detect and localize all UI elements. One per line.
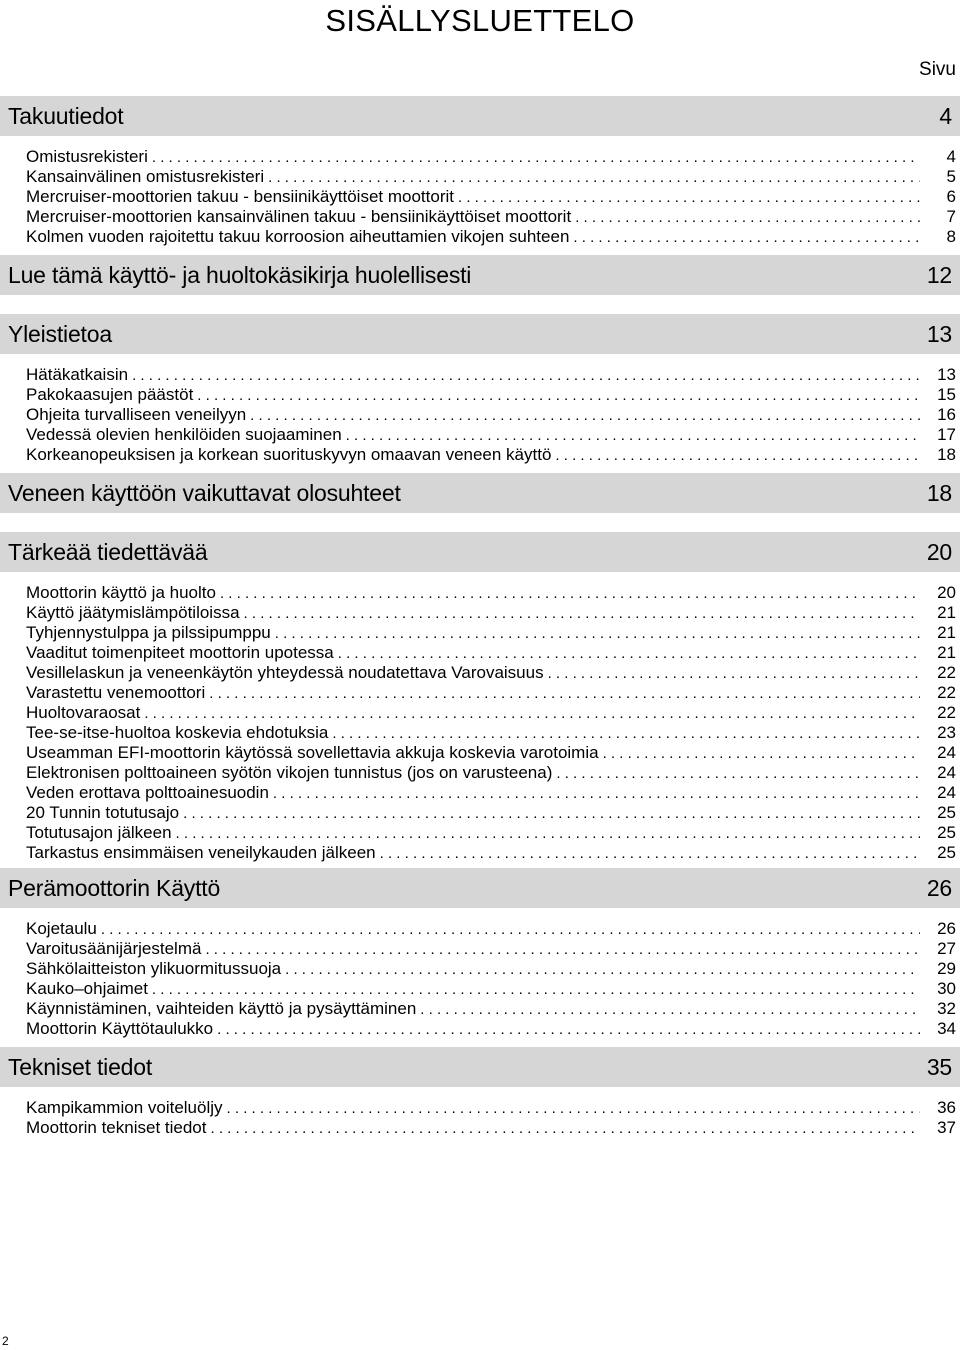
toc-entry[interactable]: [0, 823, 960, 843]
dot-leader: [285, 960, 920, 980]
entry-page-number: 30: [937, 979, 956, 998]
entry-page-number: 21: [937, 603, 956, 622]
entry-page-number: 6: [946, 187, 956, 206]
entry-label: Vesillelaskun ja veneenkäytön yhteydessä noudatettava Varovaisuus: [26, 663, 544, 682]
section-header[interactable]: [0, 1047, 960, 1087]
entry-page-number: 18: [937, 445, 956, 464]
dot-leader: [152, 980, 920, 1000]
dot-leader: [144, 704, 920, 724]
section-header[interactable]: [0, 96, 960, 136]
toc-entry[interactable]: [0, 187, 960, 207]
entry-label: Mercruiser-moottorien takuu - bensiinikäyttöiset moottorit: [26, 187, 454, 206]
page-title: SISÄLLYSLUETTELO: [325, 3, 635, 38]
entry-list: [0, 919, 960, 1039]
entry-label: Totutusajon jälkeen: [26, 823, 172, 842]
entry-list: [0, 365, 960, 465]
section-page-number: 35: [926, 1053, 952, 1080]
entry-page-number: 24: [937, 763, 956, 782]
dot-leader: [332, 724, 920, 744]
entry-label: Moottorin tekniset tiedot: [26, 1118, 207, 1137]
entry-page-number: 25: [937, 803, 956, 822]
dot-leader: [205, 940, 920, 960]
entry-label: Vaaditut toimenpiteet moottorin upotessa: [26, 643, 334, 662]
section-header[interactable]: [0, 255, 960, 295]
dot-leader: [197, 386, 920, 406]
toc-entry[interactable]: [0, 763, 960, 783]
section-title: Takuutiedot: [8, 102, 124, 129]
section-header[interactable]: [0, 473, 960, 513]
section-title: Tekniset tiedot: [8, 1053, 153, 1080]
toc-section: [0, 473, 960, 513]
entry-page-number: 16: [937, 405, 956, 424]
toc-entry[interactable]: [0, 959, 960, 979]
entry-list: [0, 147, 960, 247]
toc-entry[interactable]: [0, 147, 960, 167]
entry-label: Kolmen vuoden rajoitettu takuu korroosion aiheuttamien vikojen suhteen: [26, 227, 570, 246]
dot-leader: [250, 406, 920, 426]
section-page-number: 26: [926, 874, 952, 901]
toc-section: [0, 532, 960, 863]
toc-section: [0, 868, 960, 1039]
entry-list: [0, 1098, 960, 1138]
entry-page-number: 25: [937, 843, 956, 862]
dot-leader: [217, 1020, 920, 1040]
toc-entry[interactable]: [0, 207, 960, 227]
dot-leader: [556, 764, 920, 784]
toc-section: [0, 96, 960, 247]
page-column-label: Sivu: [919, 59, 956, 80]
toc-entry[interactable]: [0, 623, 960, 643]
entry-page-number: 24: [937, 743, 956, 762]
entry-page-number: 32: [937, 999, 956, 1018]
entry-page-number: 20: [937, 583, 956, 602]
toc-entry[interactable]: [0, 425, 960, 445]
toc-entry[interactable]: [0, 919, 960, 939]
toc-entry[interactable]: [0, 603, 960, 623]
toc-entry[interactable]: [0, 1098, 960, 1118]
toc-entry[interactable]: [0, 683, 960, 703]
toc-entry[interactable]: [0, 703, 960, 723]
entry-label: Kansainvälinen omistusrekisteri: [26, 167, 265, 186]
entry-page-number: 34: [937, 1019, 956, 1038]
entry-label: Kampikammion voiteluöljy: [26, 1098, 223, 1117]
entry-label: Pakokaasujen päästöt: [26, 385, 194, 404]
dot-leader: [458, 188, 920, 208]
dot-leader: [220, 584, 920, 604]
toc-entry[interactable]: [0, 1118, 960, 1138]
toc-entry[interactable]: [0, 385, 960, 405]
entry-page-number: 23: [937, 723, 956, 742]
dot-leader: [244, 604, 920, 624]
entry-page-number: 26: [937, 919, 956, 938]
toc-entry[interactable]: [0, 979, 960, 999]
dot-leader: [380, 844, 920, 864]
dot-leader: [338, 644, 920, 664]
entry-label: Kojetaulu: [26, 919, 97, 938]
toc-entry[interactable]: [0, 445, 960, 465]
entry-label: Moottorin käyttö ja huolto: [26, 583, 216, 602]
entry-page-number: 29: [937, 959, 956, 978]
entry-label: Vedessä olevien henkilöiden suojaaminen: [26, 425, 342, 444]
entry-label: Tee-se-itse-huoltoa koskevia ehdotuksia: [26, 723, 329, 742]
entry-label: Hätäkatkaisin: [26, 365, 129, 384]
toc-entry[interactable]: [0, 783, 960, 803]
entry-label: Kauko–ohjaimet: [26, 979, 148, 998]
dot-leader: [176, 824, 920, 844]
section-page-number: 12: [926, 261, 952, 288]
entry-page-number: 7: [946, 207, 956, 226]
dot-leader: [209, 684, 920, 704]
entry-label: Mercruiser-moottorien kansainvälinen takuu - bensiinikäyttöiset moottorit: [26, 207, 572, 226]
entry-page-number: 17: [937, 425, 956, 444]
dot-leader: [548, 664, 920, 684]
entry-label: Omistusrekisteri: [26, 147, 148, 166]
entry-page-number: 22: [937, 663, 956, 682]
entry-label: Varoitusäänijärjestelmä: [26, 939, 202, 958]
toc-section: [0, 255, 960, 295]
toc-entry[interactable]: [0, 227, 960, 247]
entry-label: Ohjeita turvalliseen veneilyyn: [26, 405, 247, 424]
toc-entry[interactable]: [0, 939, 960, 959]
section-header[interactable]: [0, 532, 960, 572]
entry-page-number: 24: [937, 783, 956, 802]
section-header[interactable]: [0, 314, 960, 354]
toc-section: [0, 1047, 960, 1138]
entry-page-number: 21: [937, 643, 956, 662]
entry-page-number: 27: [937, 939, 956, 958]
entry-label: Sähkölaitteiston ylikuormitussuoja: [26, 959, 282, 978]
toc-entry[interactable]: [0, 1019, 960, 1039]
toc-entry[interactable]: [0, 365, 960, 385]
dot-leader: [268, 168, 920, 188]
toc-entry[interactable]: [0, 999, 960, 1019]
dot-leader: [346, 426, 920, 446]
section-page-number: 20: [926, 538, 952, 565]
toc-section: [0, 314, 960, 465]
toc-entry[interactable]: [0, 643, 960, 663]
dot-leader: [132, 366, 920, 386]
section-header[interactable]: [0, 868, 960, 908]
entry-page-number: 8: [946, 227, 956, 246]
entry-page-number: 37: [937, 1118, 956, 1137]
entry-label: Tyhjennystulppa ja pilssipumppu: [26, 623, 271, 642]
entry-page-number: 21: [937, 623, 956, 642]
entry-label: Moottorin Käyttötaulukko: [26, 1019, 214, 1038]
section-title: Yleistietoa: [8, 320, 112, 347]
section-title: Tärkeää tiedettävää: [8, 538, 208, 565]
entry-label: Veden erottava polttoainesuodin: [26, 783, 269, 802]
entry-label: Tarkastus ensimmäisen veneilykauden jälkeen: [26, 843, 376, 862]
toc-entry[interactable]: [0, 723, 960, 743]
toc-entry[interactable]: [0, 405, 960, 425]
dot-leader: [573, 228, 920, 248]
section-title: Veneen käyttöön vaikuttavat olosuhteet: [8, 479, 401, 506]
entry-label: Useamman EFI-moottorin käytössä sovellettavia akkuja koskevia varotoimia: [26, 743, 599, 762]
entry-page-number: 36: [937, 1098, 956, 1117]
toc-entry[interactable]: [0, 583, 960, 603]
toc-entry[interactable]: [0, 843, 960, 863]
dot-leader: [420, 1000, 920, 1020]
toc-entry[interactable]: [0, 803, 960, 823]
entry-label: Käynnistäminen, vaihteiden käyttö ja pysäyttäminen: [26, 999, 417, 1018]
entry-page-number: 4: [946, 147, 956, 166]
section-page-number: 4: [939, 102, 952, 129]
section-title: Perämoottorin Käyttö: [8, 874, 221, 901]
dot-leader: [273, 784, 920, 804]
dot-leader: [227, 1099, 920, 1119]
entry-label: Käyttö jäätymislämpötiloissa: [26, 603, 240, 622]
entry-page-number: 13: [937, 365, 956, 384]
entry-list: [0, 583, 960, 863]
entry-label: Korkeanopeuksisen ja korkean suorituskyvyn omaavan veneen käyttö: [26, 445, 552, 464]
section-title: Lue tämä käyttö- ja huoltokäsikirja huolellisesti: [8, 261, 472, 288]
toc-entry[interactable]: [0, 743, 960, 763]
entry-page-number: 22: [937, 683, 956, 702]
entry-label: Elektronisen polttoaineen syötön vikojen tunnistus (jos on varusteena): [26, 763, 553, 782]
dot-leader: [603, 744, 920, 764]
footer-page-number: 2: [2, 1334, 9, 1348]
dot-leader: [152, 148, 920, 168]
dot-leader: [210, 1119, 920, 1139]
entry-page-number: 5: [946, 167, 956, 186]
dot-leader: [575, 208, 920, 228]
section-page-number: 13: [926, 320, 952, 347]
entry-label: Varastettu venemoottori: [26, 683, 206, 702]
entry-page-number: 25: [937, 823, 956, 842]
dot-leader: [275, 624, 920, 644]
toc-entry[interactable]: [0, 167, 960, 187]
toc-entry[interactable]: [0, 663, 960, 683]
section-page-number: 18: [926, 479, 952, 506]
entry-page-number: 15: [937, 385, 956, 404]
entry-label: Huoltovaraosat: [26, 703, 141, 722]
dot-leader: [183, 804, 920, 824]
dot-leader: [101, 920, 920, 940]
entry-page-number: 22: [937, 703, 956, 722]
entry-label: 20 Tunnin totutusajo: [26, 803, 180, 822]
dot-leader: [555, 446, 920, 466]
